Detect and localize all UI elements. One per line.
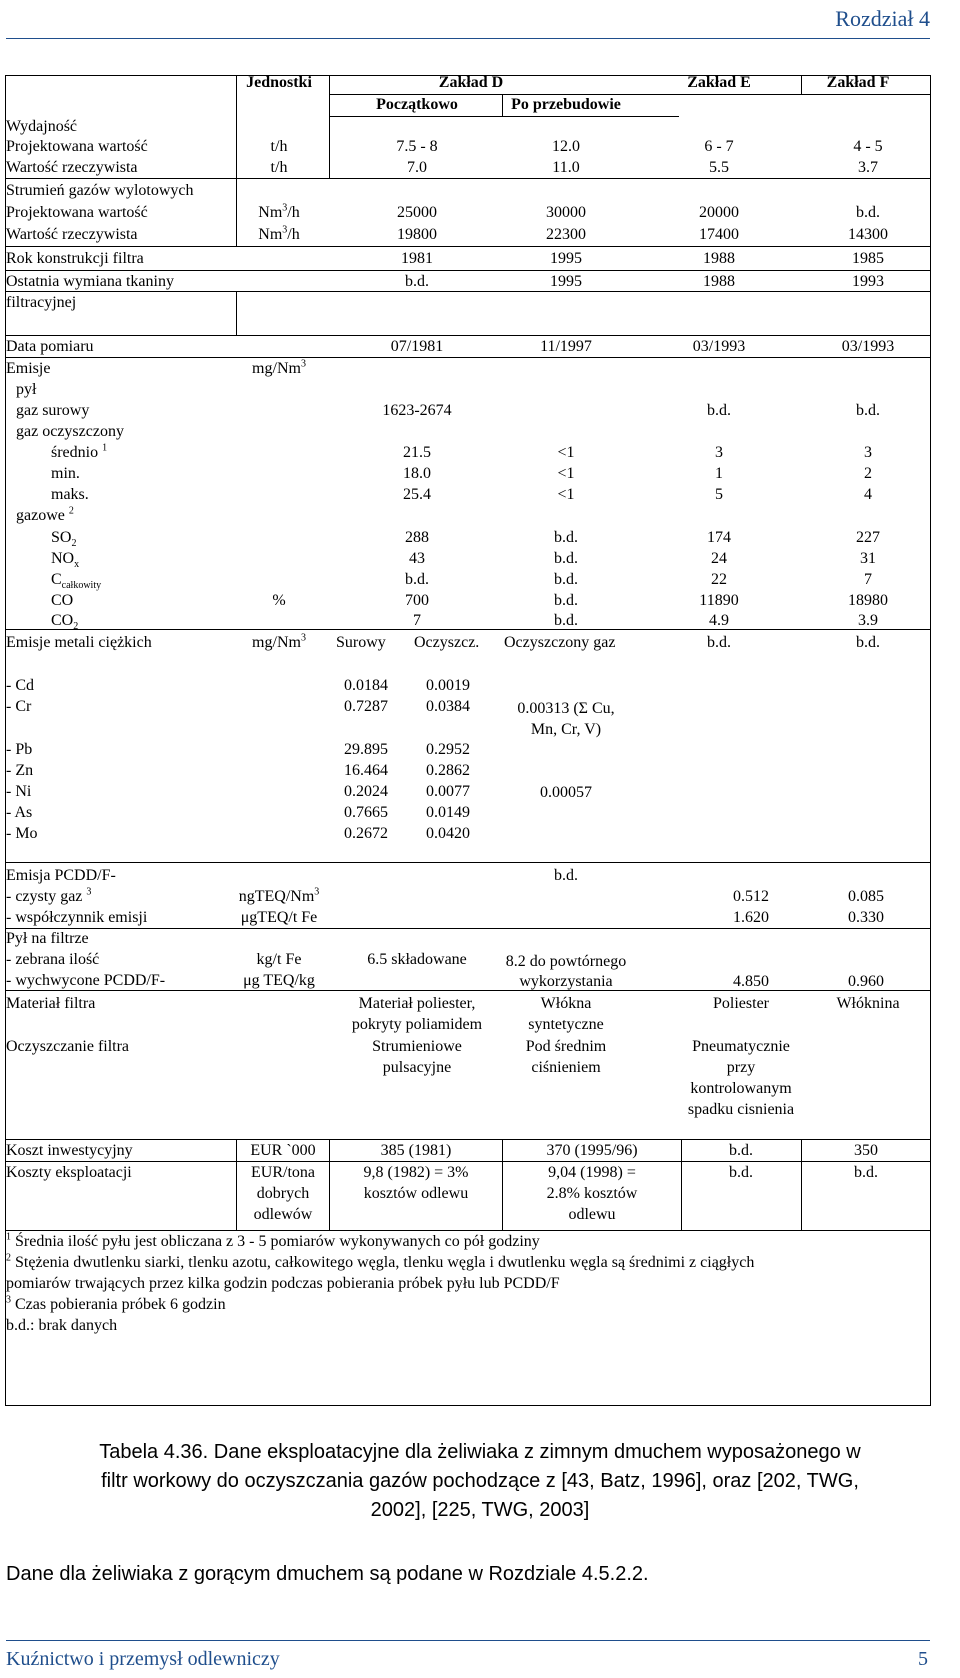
- exhaust-actual-label: Wartość rzeczywista: [6, 226, 138, 243]
- capacity-actual-e: 5.5: [709, 159, 729, 176]
- row-rule: [6, 357, 930, 358]
- metals-ni-value: 0.00057: [540, 784, 592, 801]
- exhaust-design-f: b.d.: [856, 204, 880, 221]
- footnote-1: $^1$ Średnia ilość pyłu jest obliczana z 3 - 5 pomiarów wykonywanych co pół godziny: [6, 1231, 540, 1250]
- co2-e: 4.9: [709, 612, 729, 629]
- page-number: 5: [918, 1648, 928, 1670]
- column-rule: [801, 76, 802, 94]
- nox-d2: b.d.: [554, 550, 578, 567]
- exhaust-design-e: 20000: [699, 204, 739, 221]
- filter-cleaning-d2-1: Pod średnim: [525, 1038, 607, 1055]
- col-plant-f: Zakład F: [826, 74, 890, 91]
- metal-zn-raw: 16.464: [344, 762, 388, 779]
- filter-material-e: Poliester: [713, 995, 769, 1012]
- factor-f: 0.330: [848, 909, 884, 926]
- filter-cleaning-e-2: przy: [726, 1059, 756, 1076]
- table-caption: [0, 1438, 960, 1525]
- opex-f: b.d.: [854, 1164, 878, 1181]
- capacity-design-label: Projektowana wartość: [6, 138, 148, 155]
- footer-rule: [6, 1640, 930, 1641]
- so2-label: $SO_2$: [51, 529, 77, 550]
- pure-gas-label: - czysty gaz $^3$: [6, 886, 92, 905]
- filter-cleaning-d1-1: Strumieniowe: [372, 1038, 462, 1055]
- row-rule: [6, 928, 930, 929]
- collected-d1: 6.5 składowane: [367, 951, 467, 968]
- col-units: Jednostki: [246, 74, 312, 91]
- metal-mo-label: - Mo: [6, 825, 38, 842]
- measure-date-d2: 11/1997: [540, 338, 592, 355]
- captured-label: - wychwycone PCDD/F-: [6, 972, 166, 989]
- pcdd-d: b.d.: [554, 867, 578, 884]
- capacity-design-unit: t/h: [270, 138, 288, 155]
- collected-d2: 8.2 do powtórnego: [505, 953, 627, 970]
- min-label: min.: [51, 465, 80, 482]
- metal-zn-clean: 0.2862: [426, 762, 470, 779]
- emissions-unit: mg/Nm$^3$: [252, 358, 306, 377]
- fabric-change-f: 1993: [852, 273, 884, 290]
- capacity-design-e: 6 - 7: [704, 138, 734, 155]
- pure-gas-f: 0.085: [848, 888, 884, 905]
- exhaust-actual-d1: 19800: [397, 226, 437, 243]
- opex-d1-1: 9,8 (1982) = 3%: [363, 1164, 469, 1181]
- filter-cleaning-e-3: kontrolowanym: [690, 1080, 792, 1097]
- caption-line-2: filtr workowy do oczyszczania gazów pochodzące z [43, Batz, 1996], oraz [202, TWG,: [101, 1470, 859, 1492]
- collected-unit: kg/t Fe: [256, 951, 302, 968]
- invest-d2: 370 (1995/96): [546, 1142, 638, 1159]
- pure-gas-e: 0.512: [733, 888, 769, 905]
- metal-pb-raw: 29.895: [344, 741, 388, 758]
- exhaust-design-d2: 30000: [546, 204, 586, 221]
- footnote-2-line-1: $^2$ Stężenia dwutlenku siarki, tlenku azotu, całkowitego węgla, tlenku węgla i dwutlenku węgla są średnimi z ciągłych: [6, 1252, 755, 1271]
- so2-d2: b.d.: [554, 529, 578, 546]
- filter-year-d1: 1981: [401, 250, 433, 267]
- factor-e: 1.620: [733, 909, 769, 926]
- max-d2: <1: [557, 486, 575, 503]
- row-rule: [6, 1139, 930, 1140]
- fabric-change-d1: b.d.: [405, 273, 429, 290]
- max-e: 5: [715, 486, 723, 503]
- metals-unit: mg/Nm$^3$: [252, 632, 306, 651]
- co-label: CO: [51, 592, 74, 609]
- avg-d1: 21.5: [403, 444, 431, 461]
- nox-f: 31: [860, 550, 876, 567]
- filter-year-d2: 1995: [550, 250, 582, 267]
- raw-gas-e: b.d.: [707, 402, 731, 419]
- exhaust-design-d1: 25000: [397, 204, 437, 221]
- metal-cr-raw: 0.7287: [344, 698, 388, 715]
- column-rule: [502, 94, 503, 116]
- metal-ni-clean: 0.0077: [426, 783, 470, 800]
- metals-clean-gas-header: Oczyszczony gaz: [504, 634, 616, 651]
- co-unit: %: [272, 592, 286, 609]
- exhaust-design-label: Projektowana wartość: [6, 204, 148, 221]
- filter-cleaning-d2-2: ciśnieniem: [531, 1059, 601, 1076]
- exhaust-actual-e: 17400: [699, 226, 739, 243]
- raw-gas-f: b.d.: [856, 402, 880, 419]
- captured-d2: wykorzystania: [519, 973, 613, 990]
- row-rule: [6, 1230, 930, 1231]
- pure-gas-unit: ngTEQ/Nm$^3$: [238, 886, 320, 905]
- col-plant-e: Zakład E: [687, 74, 751, 91]
- chapter-header: Rozdział 4: [835, 6, 930, 31]
- filter-cleaning-e-1: Pneumatycznie: [692, 1038, 790, 1055]
- so2-d1: 288: [405, 529, 429, 546]
- filter-year-f: 1985: [852, 250, 884, 267]
- captured-unit: μg TEQ/kg: [243, 972, 315, 989]
- row-rule: [6, 629, 930, 630]
- invest-label: Koszt inwestycyjny: [6, 1142, 133, 1159]
- factor-label: - współczynnik emisji: [6, 909, 148, 926]
- opex-unit-1: EUR/tona: [251, 1164, 315, 1181]
- metal-as-raw: 0.7665: [344, 804, 388, 821]
- max-f: 4: [864, 486, 872, 503]
- metal-cd-raw: 0.0184: [344, 677, 388, 694]
- opex-d2-2: 2.8% kosztów: [546, 1185, 638, 1202]
- filter-dust-title: Pył na filtrze: [6, 930, 89, 947]
- footnote-2-line-2: pomiarów trwających przez kilka godzin podczas pobierania próbek pyłu lub PCDD/F: [6, 1275, 560, 1292]
- co-f: 18980: [848, 592, 888, 609]
- capacity-actual-unit: t/h: [270, 159, 288, 176]
- avg-f: 3: [864, 444, 872, 461]
- fabric-change-d2: 1995: [550, 273, 582, 290]
- footnote-3: $^3$ Czas pobierania próbek 6 godzin: [6, 1294, 226, 1313]
- avg-d2: <1: [557, 444, 575, 461]
- avg-label: średnio $^1$: [51, 442, 108, 461]
- filter-material-d1-2: pokryty poliamidem: [351, 1016, 483, 1033]
- filter-cleaning-e-4: spadku cisnienia: [687, 1101, 795, 1118]
- exhaust-title: Strumień gazów wylotowych: [6, 182, 194, 199]
- co-e: 11890: [699, 592, 739, 609]
- opex-d2-1: 9,04 (1998) =: [548, 1164, 636, 1181]
- pcdd-title: Emisja PCDD/F-: [6, 867, 116, 884]
- column-rule: [801, 1139, 802, 1230]
- column-rule: [681, 1139, 682, 1230]
- row-rule: [6, 1161, 930, 1162]
- metals-raw-header: Surowy: [336, 634, 386, 651]
- co2-label: $CO_2$: [51, 612, 79, 633]
- filter-cleaning-label: Oczyszczanie filtra: [6, 1038, 130, 1055]
- ctot-d1: b.d.: [405, 571, 429, 588]
- factor-unit: μgTEQ/t Fe: [240, 909, 318, 926]
- co2-d2: b.d.: [554, 612, 578, 629]
- metal-pb-clean: 0.2952: [426, 741, 470, 758]
- nox-d1: 43: [409, 550, 425, 567]
- metals-clean-header: Oczyszcz.: [414, 634, 480, 651]
- col-initially: Początkowo: [376, 96, 458, 113]
- caption-line-1: Tabela 4.36. Dane eksploatacyjne dla żeliwiaka z zimnym dmuchem wyposażonego w: [99, 1441, 861, 1463]
- hot-blast-note: Dane dla żeliwiaka z gorącym dmuchem są podane w Rozdziale 4.5.2.2.: [6, 1563, 649, 1585]
- metal-cd-label: - Cd: [6, 677, 34, 694]
- dust-label: pył: [16, 381, 37, 398]
- metal-zn-label: - Zn: [6, 762, 34, 779]
- metals-sum-line-2: Mn, Cr, V): [530, 721, 602, 738]
- exhaust-actual-d2: 22300: [546, 226, 586, 243]
- filter-material-d1-1: Materiał poliester,: [358, 995, 476, 1012]
- gaseous-label: gazowe $^2$: [16, 505, 74, 524]
- co2-d1: 7: [413, 612, 421, 629]
- metal-as-clean: 0.0149: [426, 804, 470, 821]
- invest-f: 350: [854, 1142, 878, 1159]
- measure-date-e: 03/1993: [692, 338, 746, 355]
- capacity-actual-f: 3.7: [858, 159, 878, 176]
- opex-d2-3: odlewu: [568, 1206, 616, 1223]
- opex-unit-3: odlewów: [253, 1206, 313, 1223]
- min-d2: <1: [557, 465, 575, 482]
- metal-pb-label: - Pb: [6, 741, 33, 758]
- so2-f: 227: [856, 529, 880, 546]
- ctot-f: 7: [864, 571, 872, 588]
- clean-gas-label: gaz oczyszczony: [16, 423, 124, 440]
- min-e: 1: [715, 465, 723, 482]
- so2-e: 174: [707, 529, 731, 546]
- metal-as-label: - As: [6, 804, 33, 821]
- metals-title: Emisje metali ciężkich: [6, 634, 152, 651]
- emissions-title: Emisje: [6, 360, 51, 377]
- filter-year-label: Rok konstrukcji filtra: [6, 250, 144, 267]
- metal-ni-label: - Ni: [6, 783, 32, 800]
- metal-mo-raw: 0.2672: [344, 825, 388, 842]
- max-label: maks.: [51, 486, 89, 503]
- raw-gas-label: gaz surowy: [16, 402, 90, 419]
- measure-date-f: 03/1993: [841, 338, 895, 355]
- column-rule: [236, 291, 237, 335]
- opex-d1-2: kosztów odlewu: [363, 1185, 469, 1202]
- capacity-actual-d2: 11.0: [552, 159, 580, 176]
- opex-unit-2: dobrych: [256, 1185, 310, 1202]
- opex-label: Koszty eksploatacji: [6, 1164, 132, 1181]
- column-rule: [329, 76, 330, 178]
- invest-unit: EUR `000: [250, 1142, 316, 1159]
- ctot-label: $C_{całkowity}$: [51, 571, 102, 592]
- metal-mo-clean: 0.0420: [426, 825, 470, 842]
- filter-material-label: Materiał filtra: [6, 995, 96, 1012]
- nox-label: $NO_x$: [51, 550, 80, 571]
- metal-cd-clean: 0.0019: [426, 677, 470, 694]
- max-d1: 25.4: [403, 486, 431, 503]
- co2-f: 3.9: [858, 612, 878, 629]
- ctot-d2: b.d.: [554, 571, 578, 588]
- metal-ni-raw: 0.2024: [344, 783, 388, 800]
- fabric-change-label-2: filtracyjnej: [6, 294, 77, 311]
- invest-e: b.d.: [729, 1142, 753, 1159]
- filter-material-f: Włóknina: [836, 995, 900, 1012]
- column-rule: [236, 1139, 237, 1230]
- fabric-change-e: 1988: [703, 273, 735, 290]
- ctot-e: 22: [711, 571, 727, 588]
- opex-e: b.d.: [729, 1164, 753, 1181]
- min-f: 2: [864, 465, 872, 482]
- fabric-change-label-1: Ostatnia wymiana tkaniny: [6, 273, 174, 290]
- row-rule: [6, 335, 930, 336]
- filter-year-e: 1988: [703, 250, 735, 267]
- row-rule: [6, 862, 930, 863]
- col-after-rebuild: Po przebudowie: [511, 96, 621, 113]
- avg-e: 3: [715, 444, 723, 461]
- column-rule: [502, 1139, 503, 1230]
- invest-d1: 385 (1981): [380, 1142, 452, 1159]
- footer-title: Kuźnictwo i przemysł odlewniczy: [6, 1648, 280, 1670]
- capacity-actual-label: Wartość rzeczywista: [6, 159, 138, 176]
- header-rule: [6, 38, 930, 39]
- capacity-design-f: 4 - 5: [853, 138, 883, 155]
- footnote-bd: b.d.: brak danych: [6, 1317, 118, 1334]
- metal-cr-label: - Cr: [6, 698, 32, 715]
- capacity-actual-d1: 7.0: [407, 159, 427, 176]
- metals-e: b.d.: [707, 634, 731, 651]
- raw-gas-d: 1623-2674: [382, 402, 452, 419]
- nox-e: 24: [711, 550, 727, 567]
- column-rule: [329, 1139, 330, 1230]
- exhaust-design-unit: Nm$^3$/h: [258, 202, 300, 221]
- metal-cr-clean: 0.0384: [426, 698, 470, 715]
- co-d2: b.d.: [554, 592, 578, 609]
- row-rule: [6, 246, 930, 247]
- column-rule: [236, 76, 237, 246]
- filter-material-d2-2: syntetyczne: [528, 1016, 604, 1033]
- exhaust-actual-f: 14300: [848, 226, 888, 243]
- filter-material-d2-1: Włókna: [540, 995, 592, 1012]
- operating-data-table: [5, 75, 931, 1406]
- metals-sum-line-1: 0.00313 (Σ Cu,: [517, 700, 615, 717]
- measure-date-d1: 07/1981: [390, 338, 444, 355]
- capacity-design-d2: 12.0: [552, 138, 580, 155]
- metals-f: b.d.: [856, 634, 880, 651]
- capacity-design-d1: 7.5 - 8: [396, 138, 438, 155]
- row-rule: [329, 116, 679, 117]
- co-d1: 700: [405, 592, 429, 609]
- capacity-title: Wydajność: [6, 118, 78, 135]
- collected-label: - zebrana ilość: [6, 951, 100, 968]
- min-d1: 18.0: [403, 465, 431, 482]
- filter-cleaning-d1-2: pulsacyjne: [382, 1059, 452, 1076]
- caption-line-3: 2002], [225, TWG, 2003]: [370, 1499, 590, 1521]
- exhaust-actual-unit: Nm$^3$/h: [258, 224, 300, 243]
- captured-f: 0.960: [848, 973, 884, 990]
- row-rule: [6, 178, 930, 179]
- col-plant-d: Zakład D: [438, 74, 504, 91]
- captured-e: 4.850: [733, 973, 769, 990]
- row-rule: [6, 270, 930, 271]
- measure-date-label: Data pomiaru: [6, 338, 94, 355]
